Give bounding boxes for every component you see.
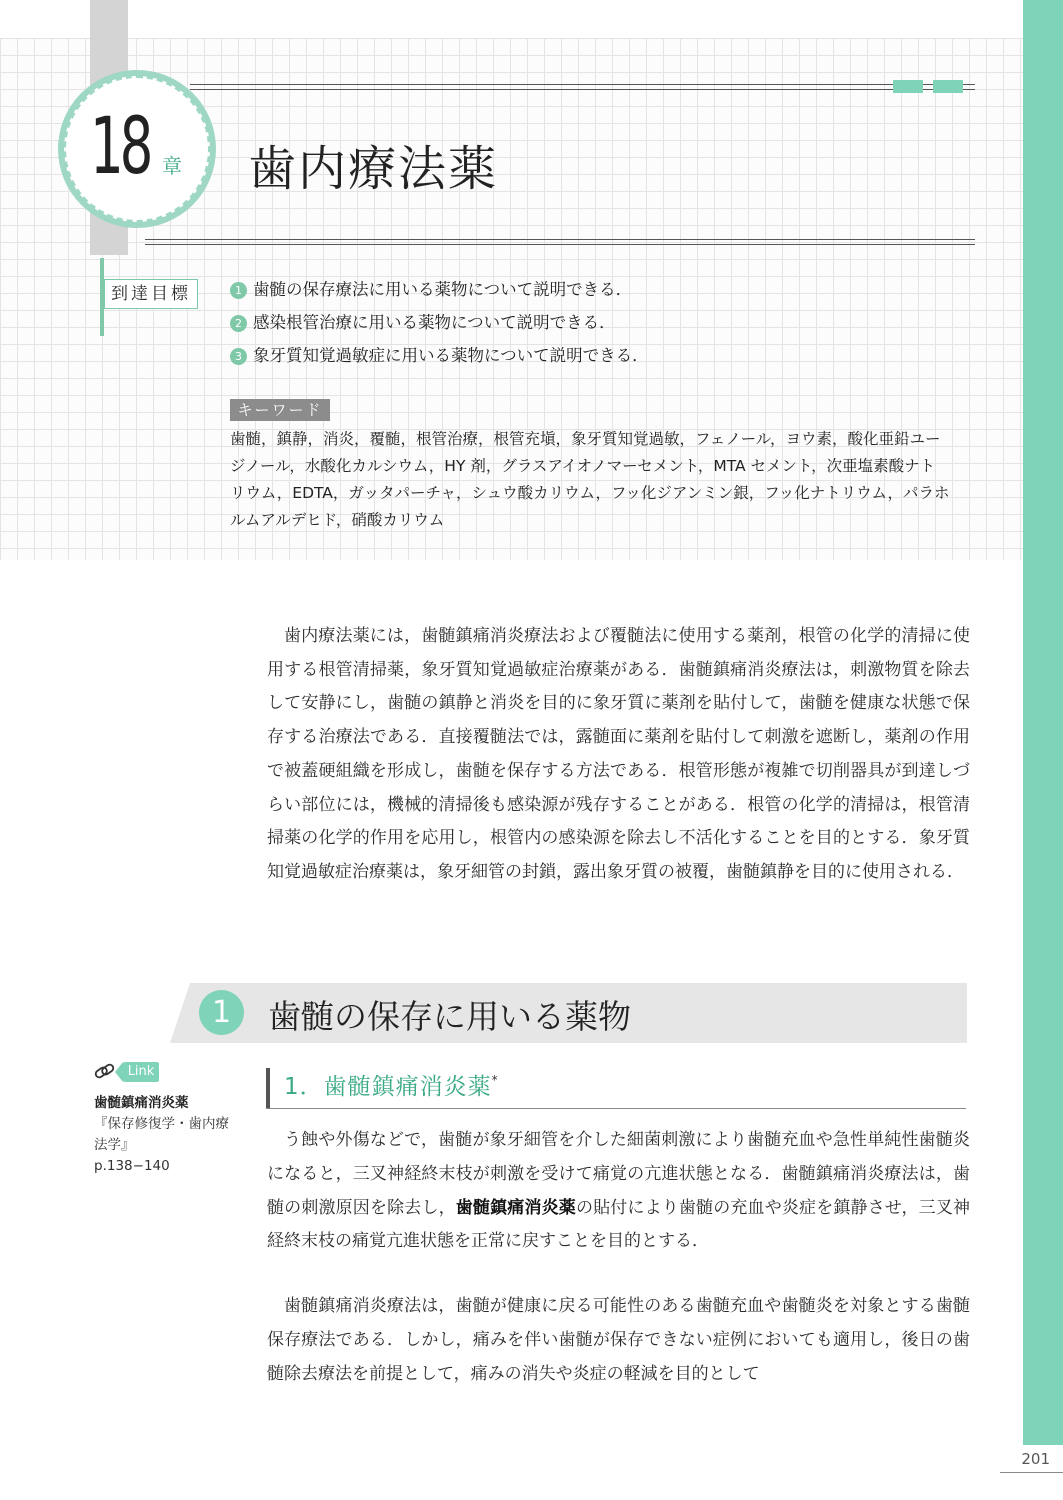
link-reference-title: 歯髄鎮痛消炎薬 <box>94 1095 189 1111</box>
link-reference-pages: p.138−140 <box>94 1158 170 1174</box>
goal-text: 象牙質知覚過敏症に用いる薬物について説明できる． <box>253 346 649 365</box>
page-side-band <box>1023 0 1063 1445</box>
link-reference-book: 『保存修復学・歯内療法学』 <box>94 1116 229 1153</box>
keywords-label: キーワード <box>230 399 330 421</box>
chapter-suffix: 章 <box>162 154 182 178</box>
chapter-title: 歯内療法薬 <box>248 141 499 197</box>
title-deco-block <box>893 80 923 93</box>
subsection-rule <box>266 1108 966 1109</box>
chapter-number: 18 <box>90 102 150 192</box>
goal-number-badge: 3 <box>230 348 247 365</box>
title-deco-block <box>933 80 963 93</box>
footnote-mark: * <box>491 1073 499 1087</box>
link-chain-svg <box>93 1062 117 1082</box>
goals-label: 到達目標 <box>104 279 198 309</box>
title-rule-top-1 <box>190 84 975 85</box>
section-number: 1 <box>199 990 244 1035</box>
goal-text: 歯髄の保存療法に用いる薬物について説明できる． <box>253 280 633 299</box>
body-bold-term: 歯髄鎮痛消炎薬 <box>455 1197 576 1218</box>
goal-item <box>230 276 632 300</box>
body-paragraph-2: 歯髄鎮痛消炎療法は，歯髄が健康に戻る可能性のある歯髄充血や歯髄炎を対象とする歯髄保存療法である．しかし，痛みを伴い歯髄が保存できない症例においても適用し，後日の歯髄除去療法を前提として，痛みの消失や炎症の軽減を目的として <box>267 1296 970 1384</box>
page-number: 201 <box>1021 1450 1050 1468</box>
title-rule-bottom-2 <box>145 244 975 245</box>
body-paragraph-1 <box>267 1124 970 1259</box>
link-tag: Link <box>123 1062 159 1082</box>
link-reference <box>94 1093 234 1177</box>
section-title: 歯髄の保存に用いる薬物 <box>268 997 631 1036</box>
title-rule-bottom-1 <box>145 239 975 240</box>
body-text: う蝕や外傷などで，歯髄が象牙細管を介した細菌刺激により歯髄充血や急性単純性歯髄炎になると，三叉神経終末枝が刺激を受けて痛覚の亢進状態となる．歯髄鎮痛消炎療法は，歯髄の刺激原因を除去し， <box>267 1130 970 1218</box>
goal-item <box>230 342 649 366</box>
subsection-accent-bar <box>266 1068 270 1108</box>
intro-paragraph: 歯内療法薬には，歯髄鎮痛消炎療法および覆髄法に使用する薬剤，根管の化学的清掃に使用する根管清掃薬，象牙質知覚過敏症治療薬がある．歯髄鎮痛消炎療法は，刺激物質を除去して安静にし，歯髄の鎮静と消炎を目的に象牙質に薬剤を貼付して，歯髄を健康な状態で保存する治療法である．直接覆髄法では，露髄面に薬剤を貼付して刺激を遮断し，薬剤の作用で被蓋硬組織を形成し，歯髄を保存する方法である．根管形態が複雑で切削器具が到達しづらい部位には，機械的清掃後も感染源が残存することがある．根管の化学的清掃は，根管清掃薬の化学的作用を応用し，根管内の感染源を除去し不活化することを目的とする．象牙質知覚過敏症治療薬は，象牙細管の封鎖，露出象牙質の被覆，歯髄鎮静を目的に使用される． <box>267 626 970 882</box>
subsection-title-text: 1．歯髄鎮痛消炎薬 <box>284 1074 492 1100</box>
page-number-rule <box>1000 1472 1063 1473</box>
link-chain-icon <box>93 1062 117 1087</box>
goal-number-badge: 1 <box>230 282 247 299</box>
goal-item <box>230 309 616 333</box>
subsection-title <box>284 1068 499 1101</box>
title-rule-top-2 <box>190 89 975 90</box>
goal-number-badge: 2 <box>230 315 247 332</box>
body-text: の貼付により歯髄の充血や炎症を鎮静させ，三叉神経終末枝の痛覚亢進状態を正常に戻すことを目的とする． <box>267 1197 971 1252</box>
keywords-text: 歯髄，鎮静，消炎，覆髄，根管治療，根管充塡，象牙質知覚過敏，フェノール，ヨウ素，酸化亜鉛ユージノール，水酸化カルシウム，HY 剤，グラスアイオノマーセメント，MTA セメント，次亜塩素酸ナトリウム，EDTA，ガッタパーチャ，シュウ酸カリウム，フッ化ジアンミン銀，フッ化ナトリウム，パラホルムアルデヒド，硝酸カリウム <box>230 430 950 529</box>
goal-text: 感染根管治療に用いる薬物について説明できる． <box>253 313 616 332</box>
